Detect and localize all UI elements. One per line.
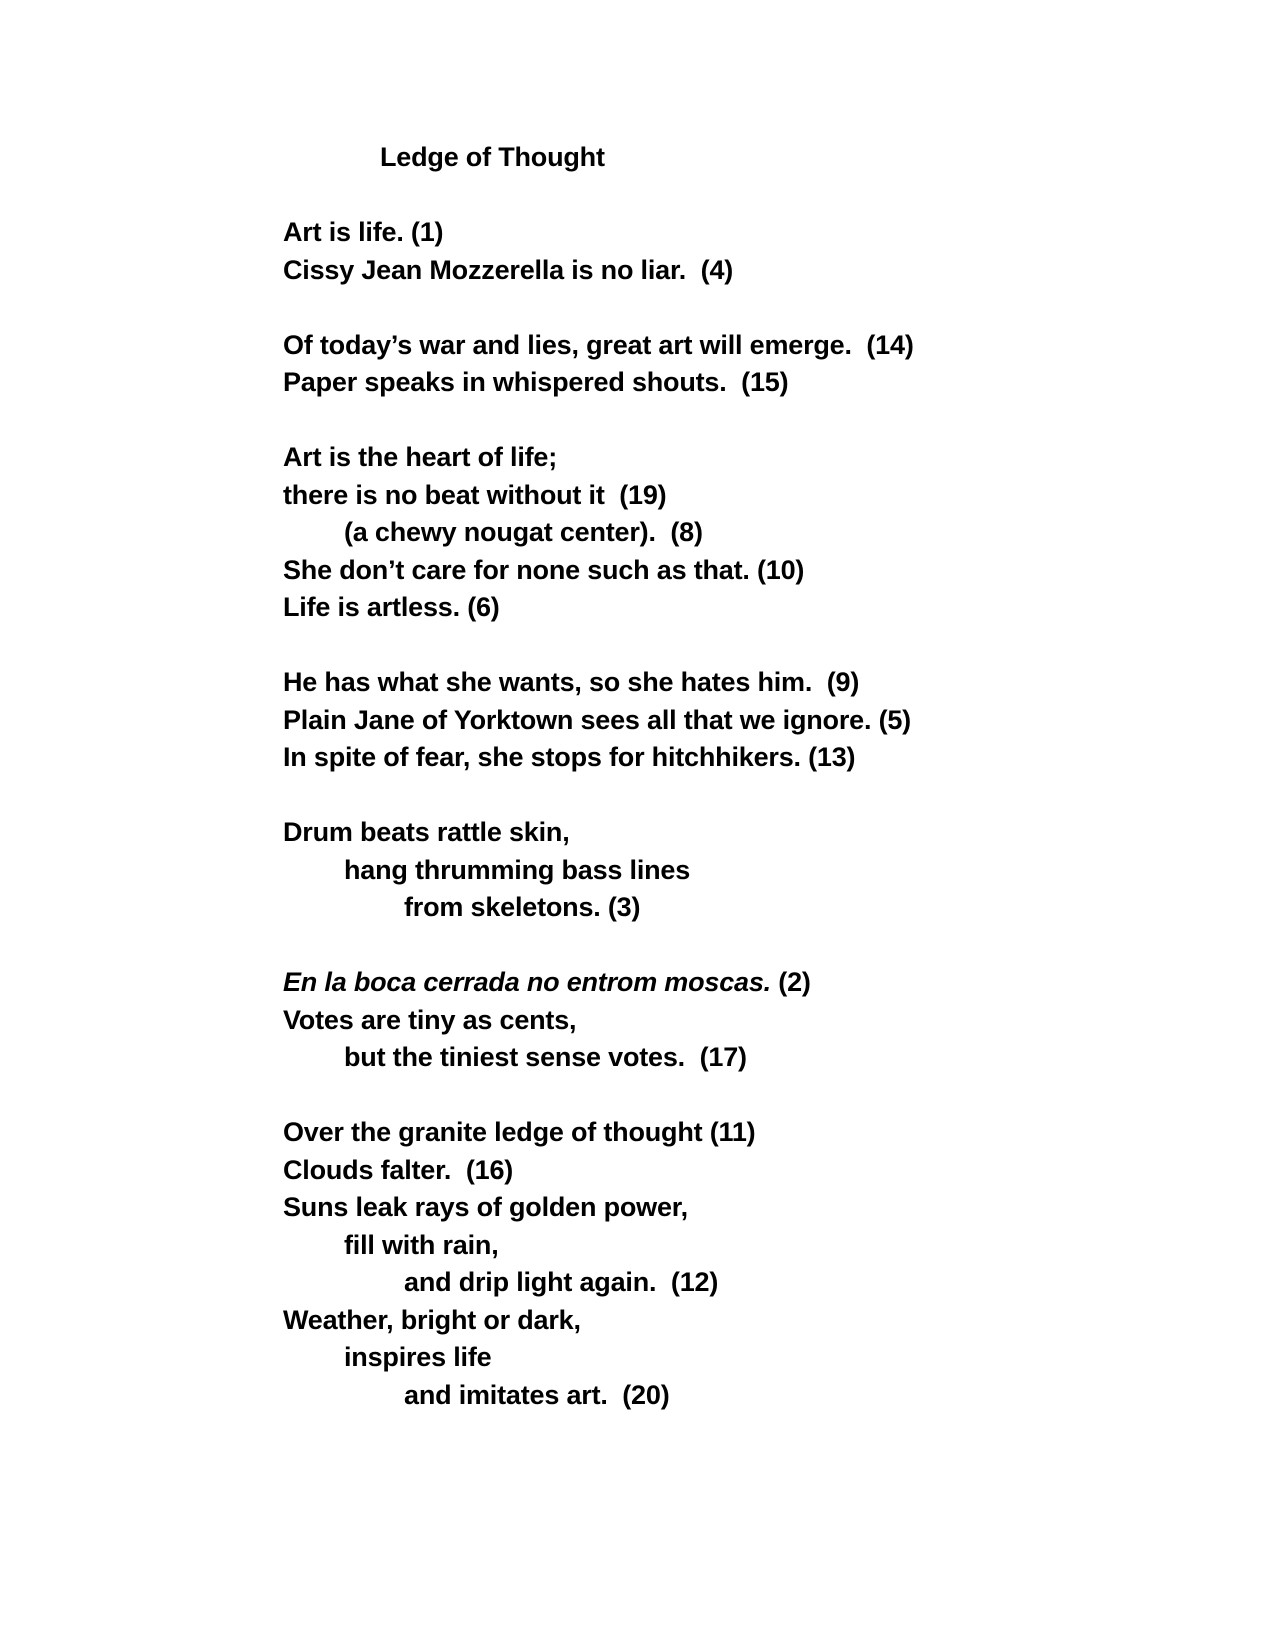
poem-line: Life is artless. (6) — [283, 592, 500, 622]
poem-line-italic-segment: En la boca cerrada no entrom moscas. — [283, 967, 771, 997]
poem-line: Plain Jane of Yorktown sees all that we ignore. (5) — [283, 704, 911, 735]
poem-line: from skeletons. (3) — [404, 892, 641, 922]
blank-line — [283, 177, 914, 215]
poem-line: Of today’s war and lies, great art will emerge. (14) — [283, 329, 914, 360]
poem-line: Drum beats rattle skin, — [283, 817, 570, 847]
blank-line — [283, 777, 914, 815]
poem-line: Votes are tiny as cents, — [283, 1004, 577, 1035]
poem-line: hang thrumming bass lines — [344, 854, 691, 885]
poem-line: inspires life — [344, 1342, 492, 1372]
poem-line-segment: (2) — [770, 967, 811, 997]
poem-line: Suns leak rays of golden power, — [283, 1192, 688, 1222]
blank-line — [283, 927, 914, 965]
poem-line: Weather, bright or dark, — [283, 1304, 581, 1335]
poem-line: Clouds falter. (16) — [283, 1154, 514, 1185]
poem-line: fill with rain, — [344, 1229, 499, 1260]
blank-line — [283, 1077, 914, 1115]
poem-line: He has what she wants, so she hates him. (9) — [283, 667, 860, 697]
poem-body — [283, 139, 914, 1414]
blank-line — [283, 627, 914, 665]
poem-line: there is no beat without it (19) — [283, 479, 667, 510]
poem-line: She don’t care for none such as that. (10) — [283, 554, 805, 585]
poem-line: Art is life. (1) — [283, 217, 444, 247]
poem-line — [283, 964, 914, 1002]
poem-line: and imitates art. (20) — [404, 1379, 670, 1410]
poem-line: Paper speaks in whispered shouts. (15) — [283, 367, 789, 397]
poem-line: Cissy Jean Mozzerella is no liar. (4) — [283, 254, 734, 285]
poem-line: (a chewy nougat center). (8) — [344, 517, 703, 547]
poem-line: In spite of fear, she stops for hitchhikers. (13) — [283, 742, 856, 772]
poem-line: Over the granite ledge of thought (11) — [283, 1117, 756, 1147]
blank-line — [283, 289, 914, 327]
blank-line — [283, 402, 914, 440]
poem-title: Ledge of Thought — [380, 142, 605, 172]
poem-line: but the tiniest sense votes. (17) — [344, 1042, 747, 1072]
poem-line: and drip light again. (12) — [404, 1267, 719, 1297]
poem-line: Art is the heart of life; — [283, 442, 558, 472]
